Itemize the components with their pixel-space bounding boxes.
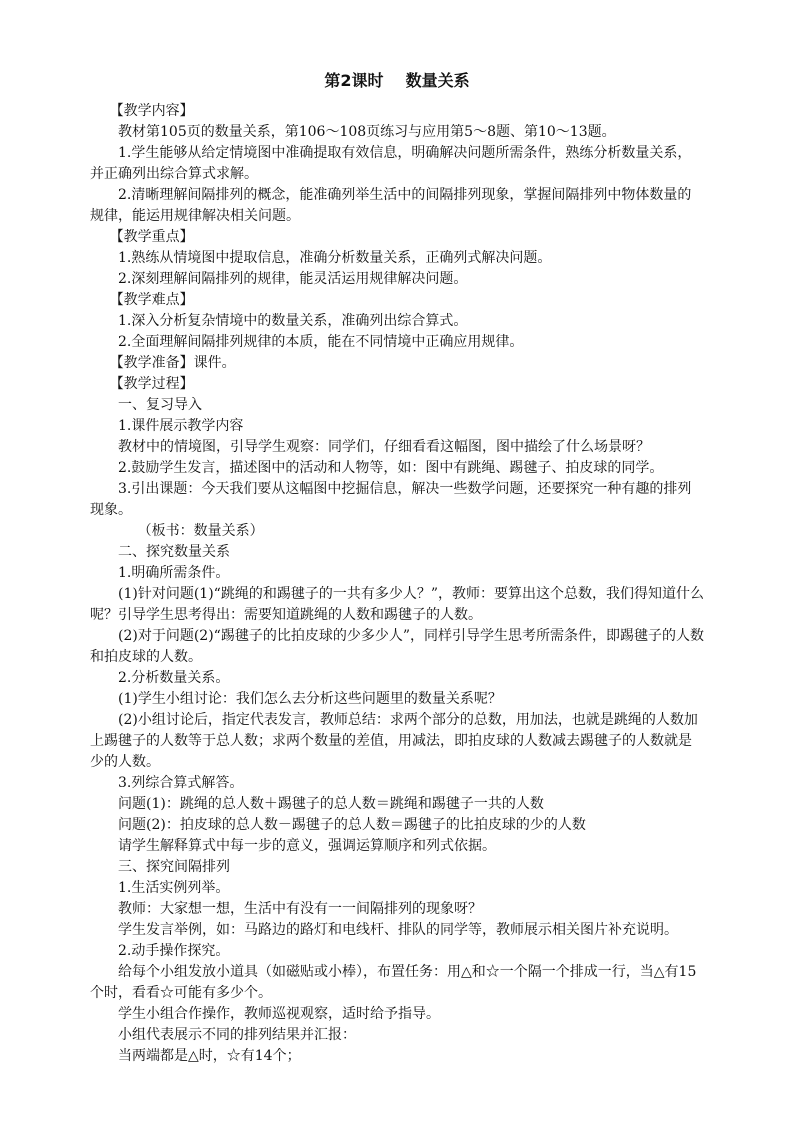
paragraph: 1.生活实例列举。 [118,880,230,896]
paragraph: 1.明确所需条件。 [118,565,230,581]
title-lesson: 第2课时 [324,71,384,90]
paragraph: 3.列综合算式解答。 [118,775,244,791]
paragraph: 2.全面理解间隔排列规律的本质，能在不同情境中正确应用规律。 [118,334,524,350]
paragraph: 请学生解释算式中每一步的意义，强调运算顺序和列式依据。 [118,838,496,854]
paragraph: 教师：大家想一想，生活中有没有一一间隔排列的现象呀？ [118,901,482,917]
section-heading: 【教学内容】 [109,103,194,119]
paragraph: 学生发言举例，如：马路边的路灯和电线杆、排队的同学等，教师展示相关图片补充说明。 [118,922,678,938]
paragraph: 问题(1)：跳绳的总人数＋踢毽子的总人数＝跳绳和踢毽子一共的人数 [118,796,544,812]
paragraph: (2)对于问题(2)“踢毽子的比拍皮球的少多少人”，同样引导学生思考所需条件，即踢毽子的人数和拍皮球的人数。 [90,628,704,665]
paragraph: 问题(2)：拍皮球的总人数－踢毽子的总人数＝踢毽子的比拍皮球的少的人数 [118,817,586,833]
paragraph: 1.课件展示教学内容 [118,418,244,434]
section-heading: 【教学过程】 [109,376,194,392]
title-topic: 数量关系 [405,71,470,90]
paragraph: 1.深入分析复杂情境中的数量关系，准确列出综合算式。 [118,313,468,329]
board-note: （板书：数量关系） [137,523,264,539]
paragraph: 小组代表展示不同的排列结果并汇报： [118,1027,356,1043]
paragraph: 2.动手操作探究。 [118,943,230,959]
paragraph: 3.引出课题：今天我们要从这幅图中挖掘信息，解决一些数学问题，还要探究一种有趣的排列现象。 [90,481,692,518]
paragraph: 2.深刻理解间隔排列的规律，能灵活运用规律解决问题。 [118,271,468,287]
section-heading: 【教学准备】课件。 [109,355,236,371]
paragraph: 二、探究数量关系 [118,544,230,560]
paragraph: 学生小组合作操作，教师巡视观察，适时给予指导。 [118,1006,440,1022]
document-body [90,101,705,1067]
paragraph: 三、探究间隔排列 [118,859,230,875]
paragraph: (1)针对问题(1)“跳绳的和踢毽子的一共有多少人？”，教师：要算出这个总数，我们得知道什么呢？引导学生思考得出：需要知道跳绳的人数和踢毽子的人数。 [90,586,704,623]
paragraph: 1.学生能够从给定情境图中准确提取有效信息，明确解决问题所需条件，熟练分析数量关系，并正确列出综合算式求解。 [90,145,692,182]
paragraph: 2.分析数量关系。 [118,670,230,686]
paragraph: 教材中的情境图，引导学生观察：同学们，仔细看看这幅图，图中描绘了什么场景呀？ [118,439,650,455]
page-title [0,70,794,92]
paragraph: 教材第105页的数量关系，第106～108页练习与应用第5～8题、第10～13题。 [118,124,616,140]
section-heading: 【教学重点】 [109,229,194,245]
paragraph: 2.清晰理解间隔排列的概念，能准确列举生活中的间隔排列现象，掌握间隔排列中物体数量的规律，能运用规律解决相关问题。 [90,187,692,224]
paragraph: 1.熟练从情境图中提取信息，准确分析数量关系，正确列式解决问题。 [118,250,552,266]
paragraph: 当两端都是△时，☆有14个； [118,1048,301,1064]
paragraph: (2)小组讨论后，指定代表发言，教师总结：求两个部分的总数，用加法，也就是跳绳的人数加上踢毽子的人数等于总人数；求两个数量的差值，用减法，即拍皮球的人数减去踢毽子的人数就是少的人数。 [90,712,698,770]
paragraph: 2.鼓励学生发言，描述图中的活动和人物等，如：图中有跳绳、踢毽子、拍皮球的同学。 [118,460,664,476]
paragraph: 一、复习导入 [118,397,202,413]
paragraph: (1)学生小组讨论：我们怎么去分析这些问题里的数量关系呢？ [118,691,502,707]
section-heading: 【教学难点】 [109,292,194,308]
paragraph: 给每个小组发放小道具（如磁贴或小棒），布置任务：用△和☆一个隔一个排成一行，当△有15个时，看看☆可能有多少个。 [90,964,697,1001]
